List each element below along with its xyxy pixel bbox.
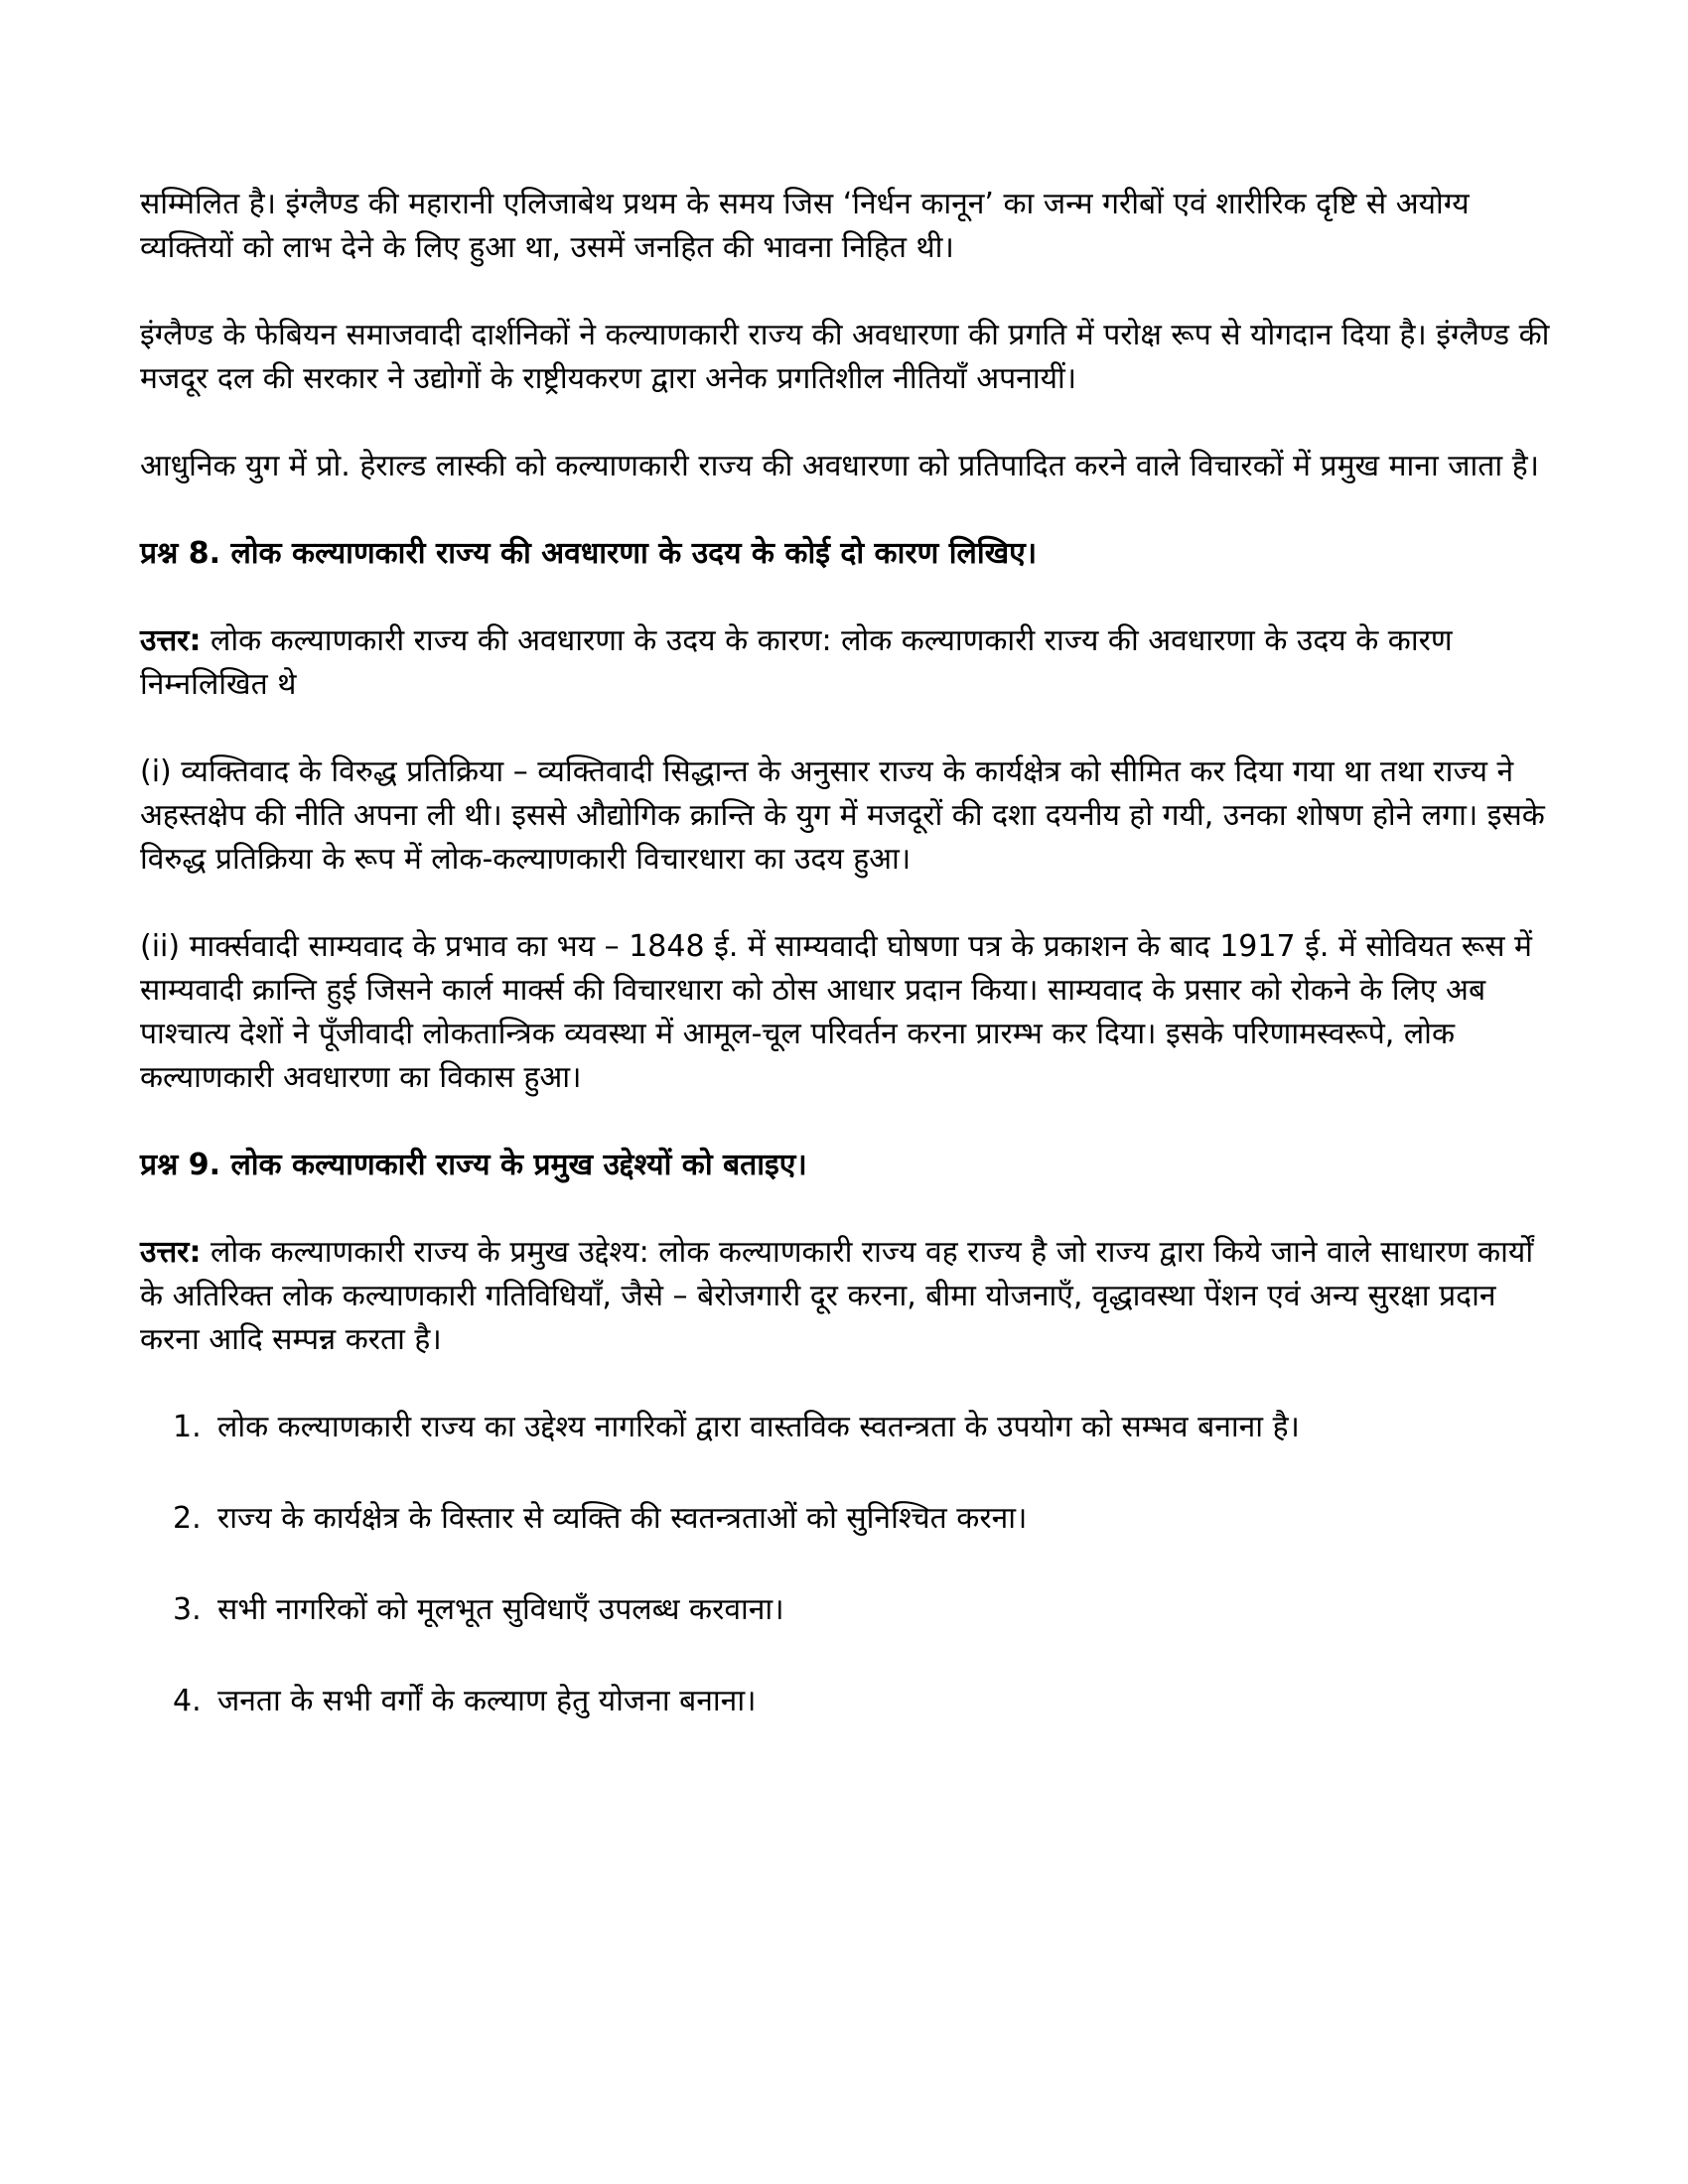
objective-item-4	[140, 1680, 1558, 1723]
objective-item-2	[140, 1497, 1558, 1541]
question-9-answer-label: उत्तर:	[140, 1235, 202, 1270]
objective-text-3: सभी नागरिकों को मूलभूत सुविधाएँ उपलब्ध करवाना।	[217, 1592, 784, 1627]
question-8-point-ii: (ii) मार्क्सवादी साम्यवाद के प्रभाव का भय – 1848 ई. में साम्यवादी घोषणा पत्र के प्रकाशन के बाद 1917 ई. में सोवियत रूस में साम्यवादी क्रान्ति हुई जिसने कार्ल मार्क्स की विचारधारा को ठोस आधार प्रदान किया। साम्यवाद के प्रसार को रोकने के लिए अब पाश्चात्य देशों ने पूँजीवादी लोकतान्त्रिक व्यवस्था में आमूल-चूल परिवर्तन करना प्रारम्भ कर दिया। इसके परिणामस्वरूपे, लोक कल्याणकारी अवधारणा का विकास हुआ।	[140, 929, 1532, 1095]
question-9-answer	[140, 1231, 1558, 1362]
question-8-heading: प्रश्न 8. लोक कल्याणकारी राज्य की अवधारणा के उदय के कोई दो कारण लिखिए।	[140, 536, 1038, 571]
question-9-answer-text: लोक कल्याणकारी राज्य के प्रमुख उद्देश्य: लोक कल्याणकारी राज्य वह राज्य है जो राज्य द्वारा किये जाने वाले साधारण कार्यों के अतिरिक्त लोक कल्याणकारी गतिविधियाँ, जैसे – बेरोजगारी दूर करना, बीमा योजनाएँ, वृद्धावस्था पेंशन एवं अन्य सुरक्षा प्रदान करना आदि सम्पन्न करता है।	[140, 1235, 1534, 1357]
intro-paragraph-fabian-socialists: इंग्लैण्ड के फेबियन समाजवादी दार्शनिकों ने कल्याणकारी राज्य की अवधारणा की प्रगति में परोक्ष रूप से योगदान दिया है। इंग्लैण्ड की मजदूर दल की सरकार ने उद्योगों के राष्ट्रीयकरण द्वारा अनेक प्रगतिशील नीतियाँ अपनायीं।	[140, 318, 1550, 396]
question-8-point-i: (i) व्यक्तिवाद के विरुद्ध प्रतिक्रिया – व्यक्तिवादी सिद्धान्त के अनुसार राज्य के कार्यक्षेत्र को सीमित कर दिया गया था तथा राज्य ने अहस्तक्षेप की नीति अपना ली थी। इससे औद्योगिक क्रान्ति के युग में मजदूरों की दशा दयनीय हो गयी, उनका शोषण होने लगा। इसके विरुद्ध प्रतिक्रिया के रूप में लोक-कल्याणकारी विचारधारा का उदय हुआ।	[140, 754, 1545, 877]
intro-paragraph-harold-laski: आधुनिक युग में प्रो. हेराल्ड लास्की को कल्याणकारी राज्य की अवधारणा को प्रतिपादित करने वाले विचारकों में प्रमुख माना जाता है।	[140, 449, 1540, 483]
question-8-answer-text: लोक कल्याणकारी राज्य की अवधारणा के उदय के कारण: लोक कल्याणकारी राज्य की अवधारणा के उदय के कारण निम्नलिखित थे	[140, 623, 1453, 702]
objective-number-1: 1.	[173, 1410, 202, 1444]
intro-paragraph-poor-law: सम्मिलित है। इंग्लैण्ड की महारानी एलिजाबेथ प्रथम के समय जिस ‘निर्धन कानून’ का जन्म गरीबों एवं शारीरिक दृष्टि से अयोग्य व्यक्तियों को लाभ देने के लिए हुआ था, उसमें जनहित की भावना निहित थी।	[140, 187, 1470, 265]
question-9-heading: प्रश्न 9. लोक कल्याणकारी राज्य के प्रमुख उद्देश्यों को बताइए।	[140, 1148, 807, 1182]
document-content	[140, 183, 1558, 1771]
objective-number-2: 2.	[173, 1501, 202, 1536]
objective-item-3	[140, 1588, 1558, 1632]
objective-number-4: 4.	[173, 1684, 202, 1718]
objective-number-3: 3.	[173, 1592, 202, 1627]
objective-text-2: राज्य के कार्यक्षेत्र के विस्तार से व्यक्ति की स्वतन्त्रताओं को सुनिश्चित करना।	[217, 1501, 1028, 1536]
objective-item-1	[140, 1406, 1558, 1449]
objective-text-1: लोक कल्याणकारी राज्य का उद्देश्य नागरिकों द्वारा वास्तविक स्वतन्त्रता के उपयोग को सम्भव बनाना है।	[217, 1410, 1300, 1444]
objectives-list	[140, 1406, 1558, 1723]
objective-text-4: जनता के सभी वर्गों के कल्याण हेतु योजना बनाना।	[217, 1684, 757, 1718]
question-8-answer-label: उत्तर:	[140, 623, 202, 658]
question-8-answer	[140, 619, 1558, 707]
